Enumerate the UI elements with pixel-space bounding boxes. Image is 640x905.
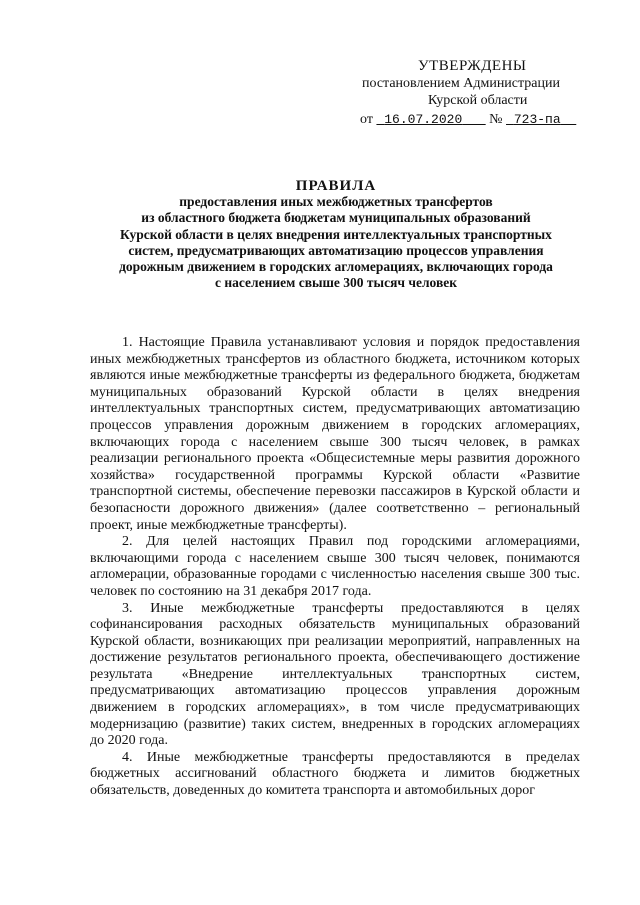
document-title	[88, 178, 584, 291]
title-line: из областного бюджета бюджетам муниципальных образований	[141, 210, 531, 226]
approved-region-line: Курской области	[428, 93, 528, 108]
title-line: Курской области в целях внедрения интеллектуальных транспортных	[120, 226, 552, 242]
approval-date: 16.07.2020	[384, 112, 463, 127]
number-prefix: №	[489, 112, 503, 127]
title-line: систем, предусматривающих автоматизацию процессов управления	[128, 242, 544, 258]
paragraph-1: 1. Настоящие Правила устанавливают условия и порядок предоставления иных межбюджетных трансфертов из областного бюджета, источником которых являются иные межбюджетные трансферты из федерального бюджета, бюджетам муниципальных образований Курской области в целях внедрения интеллектуальных транспортных систем, предусматривающих автоматизацию процессов управления дорожным движением в городских агломерациях, включающих города с населением свыше 300 тысяч человек, в рамках реализации регионального проекта «Общесистемные меры развития дорожного хозяйства» государственной программы Курской области «Развитие транспортной системы, обеспечение перевозки пассажиров в Курской области и безопасности дорожного движения» (далее соответственно – региональный проект, иные межбюджетные трансферты).	[90, 335, 580, 533]
approval-stamp	[300, 58, 600, 128]
title-line: предоставления иных межбюджетных трансфертов	[179, 194, 493, 210]
approval-number: 723-па	[513, 112, 561, 127]
date-prefix: от	[360, 112, 373, 127]
approved-by-line: постановлением Администрации	[362, 76, 560, 91]
paragraph-2: 2. Для целей настоящих Правил под городскими агломерациями, включающими города с населением свыше 300 тысяч человек, понимаются агломерации, образованные городами с численностью населения свыше 300 тыс. человек по состоянию на 31 декабря 2017 года.	[90, 534, 580, 599]
title-line: дорожным движением в городских агломерациях, включающих города	[119, 259, 553, 275]
document-body	[90, 335, 580, 800]
approved-heading: УТВЕРЖДЕНЫ	[418, 58, 527, 74]
approval-date-number	[300, 111, 600, 128]
title-main: ПРАВИЛА	[295, 178, 377, 194]
paragraph-3: 3. Иные межбюджетные трансферты предоставляются в целях софинансирования расходных обязательств муниципальных образований Курской области, возникающих при реализации мероприятий, направленных на достижение результатов регионального проекта, обеспечивающего достижение результата «Внедрение интеллектуальных транспортных систем, предусматривающих автоматизацию процессов управления дорожным движением в городских агломерациях», в том числе предусматривающих модернизацию (развитие) таких систем, внедренных в городских агломерациях до 2020 года.	[90, 600, 580, 749]
paragraph-4: 4. Иные межбюджетные трансферты предоставляются в пределах бюджетных ассигнований областного бюджета и лимитов бюджетных обязательств, доведенных до комитета транспорта и автомобильных дорог	[90, 749, 580, 799]
title-line: с населением свыше 300 тысяч человек	[214, 275, 458, 291]
